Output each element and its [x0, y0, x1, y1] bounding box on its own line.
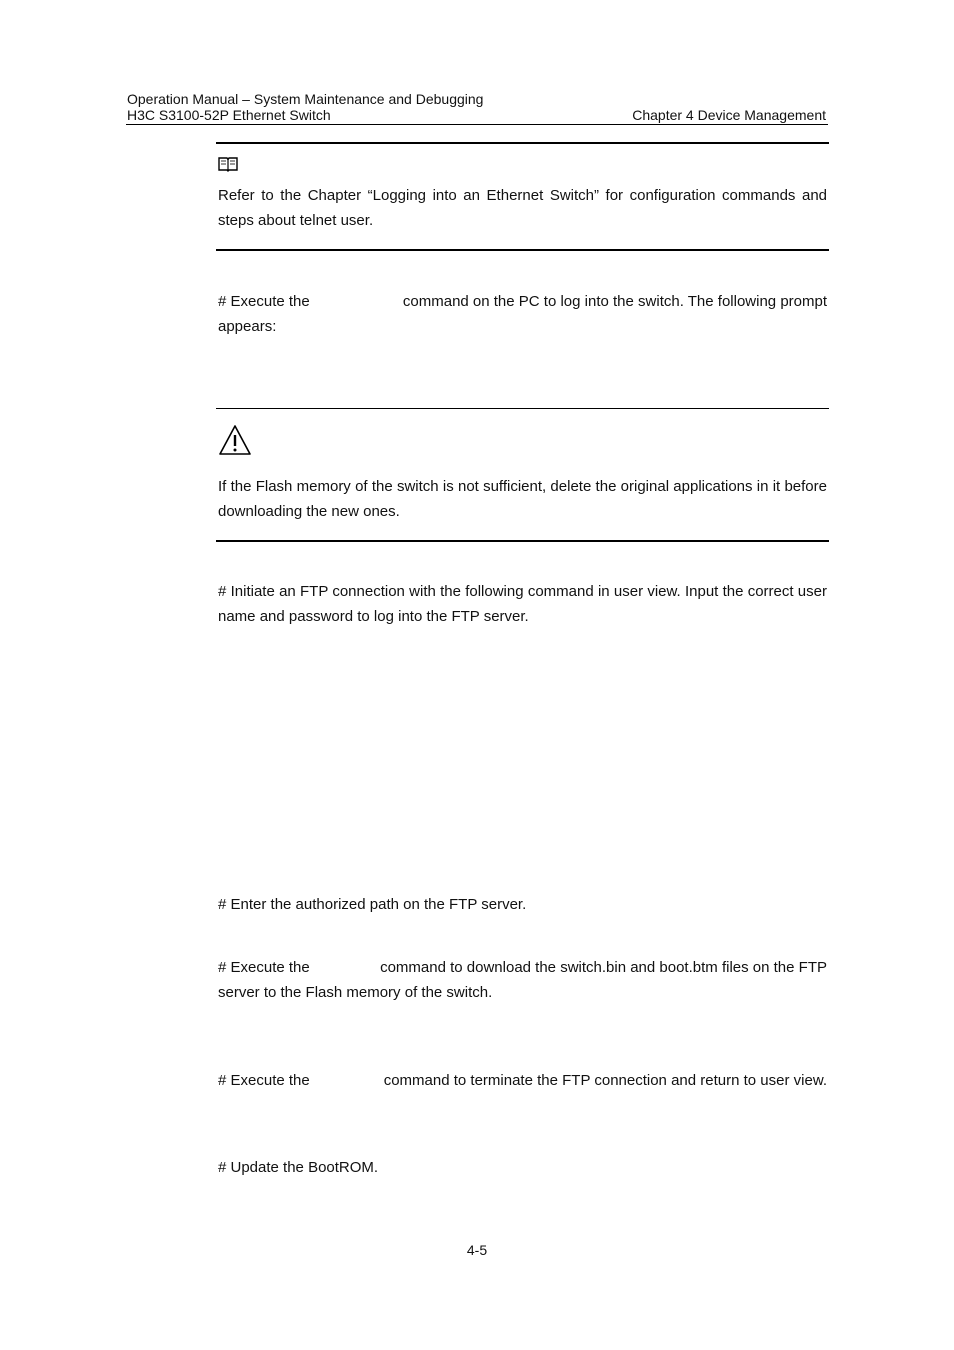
step-bye-before: # Execute the: [218, 1072, 310, 1089]
warning-triangle-icon: [218, 424, 252, 456]
header-chapter: Chapter 4 Device Management: [632, 107, 826, 123]
header-rule: [126, 124, 828, 125]
step-bye-after: command to terminate the FTP connection and return to user view.: [383, 1072, 827, 1089]
step-get-after: command to download the switch.bin and boot.btm files on the FTP: [380, 959, 827, 976]
note-bottom-rule: [216, 249, 829, 251]
step-bootrom-text: # Update the BootROM.: [218, 1159, 379, 1176]
header-product: H3C S3100-52P Ethernet Switch: [127, 107, 331, 123]
page-number: 4-5: [466, 1242, 488, 1258]
note-text: Refer to the Chapter “Logging into an Ethernet Switch” for configuration commands and steps about telnet user.: [218, 187, 827, 229]
step-ftp-text: # Initiate an FTP connection with the following command in user view. Input the correct user name and password to log into the FTP server.: [218, 583, 827, 625]
caution-bottom-rule: [216, 540, 829, 542]
header-manual-title: Operation Manual – System Maintenance and Debugging: [127, 91, 484, 107]
note-top-rule: [216, 142, 829, 144]
caution-text: If the Flash memory of the switch is not sufficient, delete the original applications in it before downloading the new ones.: [218, 478, 827, 520]
step-telnet-line2: appears:: [218, 318, 277, 335]
step-telnet-before: # Execute the: [218, 293, 310, 310]
book-icon: [218, 156, 238, 172]
step-path-text: # Enter the authorized path on the FTP server.: [218, 896, 527, 913]
caution-top-rule: [216, 408, 829, 409]
step-get-before: # Execute the: [218, 959, 310, 976]
step-get-line2: server to the Flash memory of the switch.: [218, 984, 493, 1001]
step-telnet-after: command on the PC to log into the switch. The following prompt: [402, 293, 827, 310]
